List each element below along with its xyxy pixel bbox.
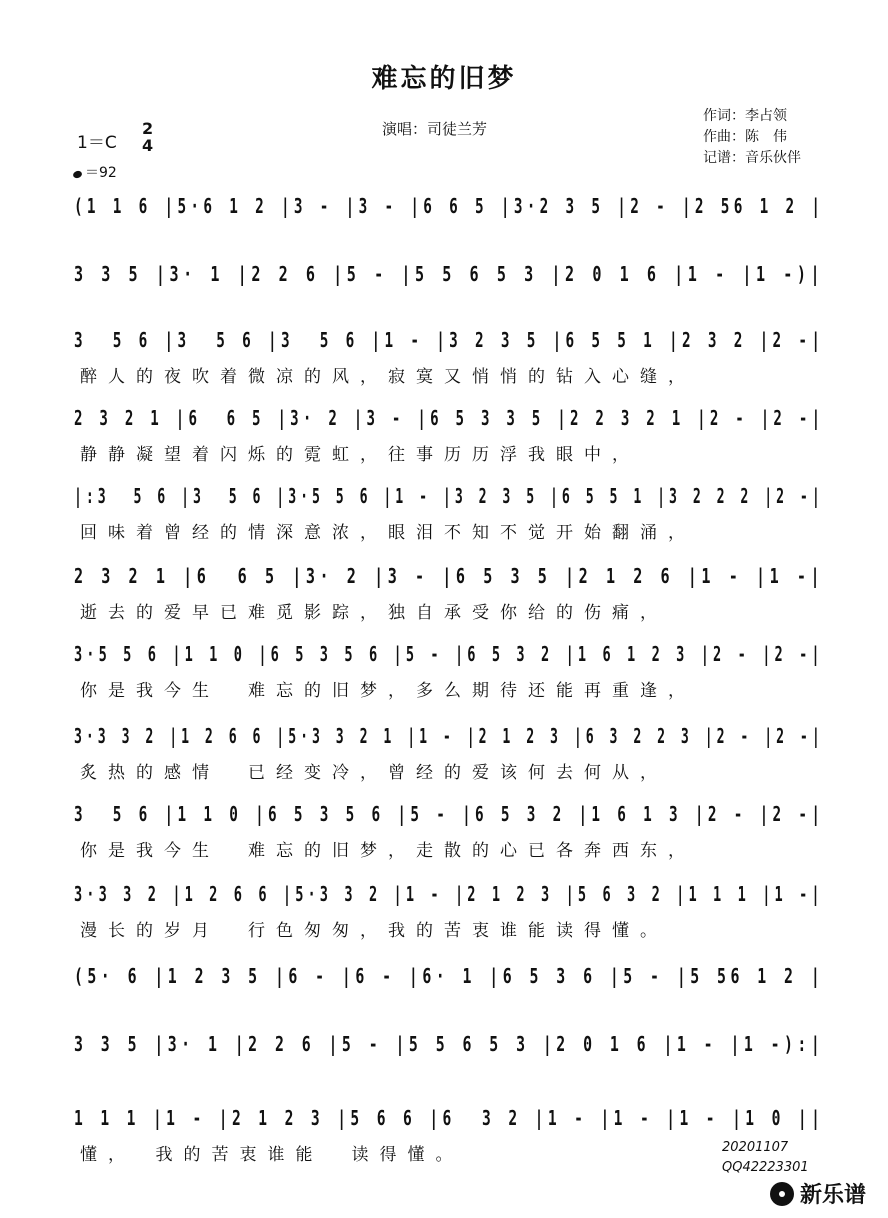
time-signature-top: 2 bbox=[142, 119, 154, 138]
lyric-line: 你是我今生 难忘的旧梦，走散的心已各奔西东， bbox=[80, 841, 696, 861]
composer-credit: 作曲：陈 伟 bbox=[703, 129, 787, 145]
time-signature-bottom: 4 bbox=[142, 136, 154, 155]
lyric-line: 静静凝望着闪烁的霓虹，往事历历浮我眼中， bbox=[80, 445, 640, 465]
notation-line: 3·5 5 6 |1 1 0 |6 5 3 5 6 |5 - |6 5 3 2 |1 6 1 2 3 |2 - |2 -| bbox=[74, 642, 824, 666]
notation-line: 3·3 3 2 |1 2 6 6 |5·3 3 2 |1 - |2 1 2 3 |5 6 3 2 |1 1 1 |1 -| bbox=[74, 882, 824, 906]
time-signature bbox=[142, 120, 153, 154]
quarter-note-icon bbox=[72, 170, 83, 180]
tempo-value: ＝92 bbox=[85, 165, 117, 181]
lyricist-credit: 作词：李占领 bbox=[703, 108, 787, 124]
notation-line: 3 5 6 |1 1 0 |6 5 3 5 6 |5 - |6 5 3 2 |1 6 1 3 |2 - |2 -| bbox=[74, 802, 825, 826]
song-title: 难忘的旧梦 bbox=[371, 64, 517, 94]
score-row bbox=[74, 718, 824, 783]
score-row bbox=[74, 1026, 824, 1086]
credits-block bbox=[703, 106, 801, 169]
score-row bbox=[74, 876, 824, 941]
lyric-line: 醉人的夜吹着微凉的风，寂寞又悄悄的钻入心缝， bbox=[80, 367, 696, 387]
notation-line: 1 1 1 |1 - |2 1 2 3 |5 6 6 |6 3 2 |1 - |1 - |1 - |1 0 || bbox=[74, 1106, 825, 1130]
score-row bbox=[74, 322, 825, 387]
footer-date: 20201107 bbox=[722, 1140, 789, 1155]
footer bbox=[722, 1138, 809, 1178]
transcriber-credit: 记谱：音乐伙伴 bbox=[703, 150, 801, 166]
lyric-line: 漫长的岁月 行色匆匆，我的苦衷谁能读得懂。 bbox=[80, 921, 668, 941]
notation-line: 3·3 3 2 |1 2 6 6 |5·3 3 2 1 |1 - |2 1 2 3 |6 3 2 2 3 |2 - |2 -| bbox=[74, 724, 824, 748]
score-row bbox=[74, 636, 824, 701]
lyric-line: 你是我今生 难忘的旧梦，多么期待还能再重逢， bbox=[80, 681, 696, 701]
score-row bbox=[74, 796, 825, 861]
notation-line: (5· 6 |1 2 3 5 |6 - |6 - |6· 1 |6 5 3 6 |5 - |5 56 1 2 | bbox=[74, 964, 825, 988]
lyric-line: 懂， 我的苦衷谁能 读得懂。 bbox=[80, 1145, 464, 1165]
footer-qq: QQ42223301 bbox=[722, 1160, 809, 1175]
key-signature: 1＝C bbox=[77, 133, 117, 153]
score-row bbox=[74, 188, 824, 248]
score-row bbox=[74, 1100, 825, 1165]
notation-line: 3 3 5 |3· 1 |2 2 6 |5 - |5 5 6 5 3 |2 0 1 6 |1 - |1 -):| bbox=[74, 1032, 825, 1056]
score-row bbox=[74, 400, 825, 465]
singer-credit: 演唱：司徒兰芳 bbox=[382, 120, 488, 138]
notation-line: 2 3 2 1 |6 6 5 |3· 2 |3 - |6 5 3 5 |2 1 2 6 |1 - |1 -| bbox=[74, 564, 825, 588]
notation-line: 3 5 6 |3 5 6 |3 5 6 |1 - |3 2 3 5 |6 5 5 1 |2 3 2 |2 -| bbox=[74, 328, 825, 352]
site-logo bbox=[770, 1178, 866, 1209]
tempo-marking bbox=[73, 162, 117, 182]
score-row bbox=[74, 958, 824, 1018]
score-row bbox=[74, 558, 825, 623]
logo-text: 新乐谱 bbox=[800, 1183, 867, 1208]
lyric-line: 炙热的感情 已经变冷，曾经的爱该何去何从， bbox=[80, 763, 668, 783]
score-row bbox=[74, 256, 824, 316]
notation-line: (1 1 6 |5·6 1 2 |3 - |3 - |6 6 5 |3·2 3 5 |2 - |2 56 1 2 | bbox=[74, 194, 825, 218]
notation-line: 3 3 5 |3· 1 |2 2 6 |5 - |5 5 6 5 3 |2 0 1 6 |1 - |1 -)| bbox=[74, 262, 825, 286]
notation-line: |:3 5 6 |3 5 6 |3·5 5 6 |1 - |3 2 3 5 |6 5 5 1 |3 2 2 2 |2 -| bbox=[74, 484, 824, 508]
score-row bbox=[74, 478, 824, 543]
notation-line: 2 3 2 1 |6 6 5 |3· 2 |3 - |6 5 3 3 5 |2 2 3 2 1 |2 - |2 -| bbox=[74, 406, 825, 430]
lyric-line: 回味着曾经的情深意浓，眼泪不知不觉开始翻涌， bbox=[80, 523, 696, 543]
record-disc-icon bbox=[770, 1182, 794, 1206]
lyric-line: 逝去的爱早已难觅影踪，独自承受你给的伤痛， bbox=[80, 603, 668, 623]
